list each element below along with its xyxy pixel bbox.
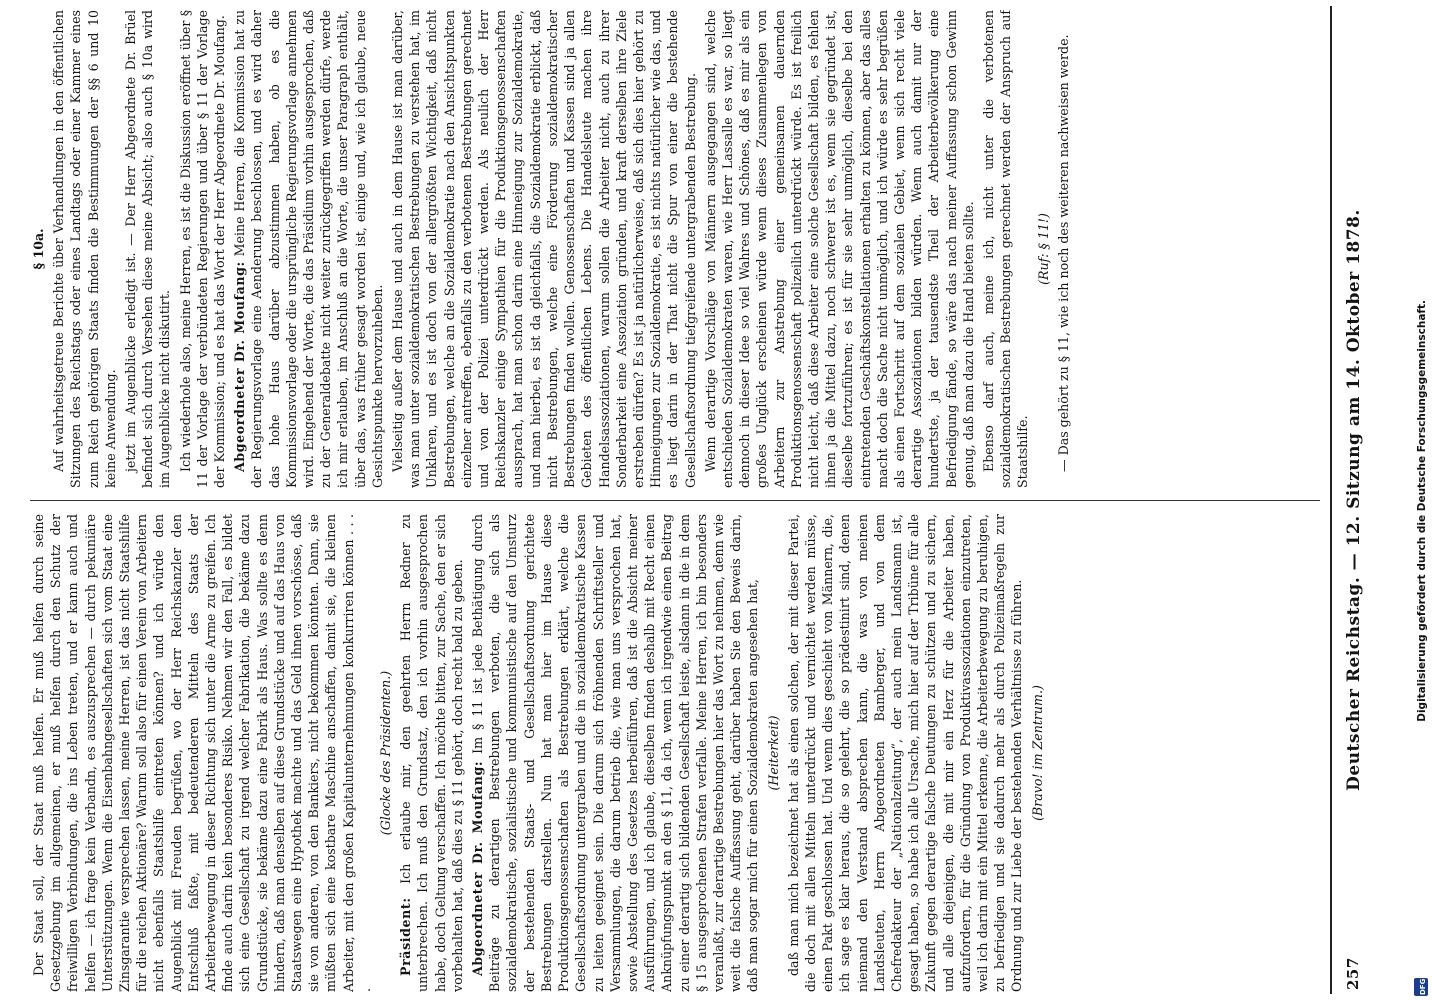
credit-text: Digitalisierung gefördert durch die Deutsche Forschungsgemeinschaft. — [1416, 300, 1428, 722]
speech-text: Im § 11 ist jede Bethätigung durch Beiträge zu derartigen Bestrebungen verboten, die sich als sozialdemokratische, sozialistische und kommunistische auf den Umsturz der bestehenden Staats- und Gesellschaftsordnung gerichtete Bestrebungen darstellen. Nun hat man hier im Hause diese Produktionsgenossenschaften als Bestrebungen erklärt, welche die Gesellschaftsordnung untergraben und die in sozialdemokratische Kassen zu leiten geeignet sein. Die darum sich fröhnenden Schriftsteller und Versammlungen, die darum betrieb die, wie man uns versprochen hat, sowie Abstellung des Gesetzes herbeiführen, daß ist die Absicht meiner Ausführungen, und ich glaube, dieselben finden deshalb mit Recht einen Anknüpfungspunkt an den § 11, da ich, wenn ich irgendwie einen Beitrag zu einer derartig sich bildenden Gesellschaft leiste, alsdann in die in dem § 15 ausgesprochenen Strafen verfalle. Meine Herren, ich bin besonders veranlaßt, zur derartige Bestrebungen hier das Wort zu nehmen, denn wie weit die falsche Auffassung geht, darüber haben Sie den Beweis darin, daß man sogar mich für einen Sozialdemokraten angesehen hat, — [470, 514, 761, 992]
text-column-1 — [30, 10, 1320, 488]
paragraph — [469, 514, 761, 992]
paragraph: Ebenso darf auch, meine ich, nicht unter die verbotenen sozialdemokratischen Bestrebungen gerechnet werden der Anspruch auf Staatshilfe. — [980, 10, 1031, 488]
paragraph: daß man mich bezeichnet hat als einen solchen, der mit dieser Partei, die doch mit allen Mitteln unterdrückt und vernichtet werden müsse, einen Pakt geschlossen hat. Und wenn dies geschieht von Männern, die, ich sage es klar heraus, die so gelehrt, die so prädestinirt sind, denen niemand den Verstand absprechen kann, die was von meinen Landsleuten, Herrn Abgeordneten Bamberger, und von dem Chefredakteur der „Nationalzeitung“, der auch mein Landsmann ist, gesagt haben, so habe ich alle Ursache, mich hier auf der Tribüne für alle Zukunft gegen derartige falsche Deutungen zu schützen und zu sichern, und alle diejenigen, die mit mir ein Herz für die Arbeiter haben, aufzufordern, für die Gründung von Produktivassoziationen einzutreten, weil ich darin mit ein Mittel erkenne, die Arbeiterbewegung zu beruhigen, zu befriedigen und sie dadurch mehr als durch Polizeimaßregeln zur Ordnung und zur Liebe der bestehenden Verhältnisse zu führen. — [785, 514, 1025, 992]
section-heading: § 10a. — [31, 228, 46, 270]
digitization-credit — [1412, 300, 1432, 980]
text-column-2 — [30, 514, 1320, 992]
paragraph — [231, 10, 386, 488]
column-divider — [30, 500, 1320, 501]
page-number: 257 — [1344, 957, 1362, 990]
paragraph: Wenn derartige Vorschläge von Männern ausgegangen sind, welche entschieden Sozialdemokraten waren, wie Herr Lassalle es war, so liegt dennoch in dieser Idee so viel Wahres und Schönes, daß es mir als ein großes Unglück erscheinen würde wenn dieses Zusammenlegen von Arbeitern zur Anstrebung einer gemeinsamen dauernden Produktionsgenossenschaft polizeilich unterdrückt würde. Es ist freilich nicht leicht, daß diese Arbeiter eine solche Gesellschaft bilden, es fehlen ihnen ja die Mittel dazu, noch schwerer ist es, wenn sie gegründet ist, dieselbe fortzuführen; es ist für sie sehr unmöglich, dieselbe bei den eintretenden Geschäftskonstellationen erhalten zu können, aber das alles macht doch die Sache nicht unmöglich, und ich würde es sehr begrüßen als einen Fortschritt auf dem sozialen Gebiet, wenn sich recht viele derartige Assoziationen bilden würden. Wenn auch damit nur der hundertste, ja der tausendste Theil der Arbeiterbevölkerung eine Befriedigung fände, so wäre das nach meiner Auffassung schon Gewinn genug, daß man dazu die Hand bieten sollte. — [702, 10, 976, 488]
paragraph: Vielseitig außer dem Hause und auch in dem Hause ist man darüber, was man unter sozialdemokratischen Bestrebungen zu verstehen hat, im Unklaren, und es ist doch von der allergrößten Wichtigkeit, daß nicht Bestrebungen, welche an die Sozialdemokratie nach den Ansichtspunkten einzelner antreffen, ebenfalls zu den verbotenen Bestrebungen gerechnet und von der Polizei unterdrückt werden. Als neulich der Herr Reichskanzler einige Sympathien für die Produktionsgenossenschaften aussprach, hat man schon darin eine Hinneigung zur Sozialdemokratie, und man hierbei, es ist da gleichfalls, die Sozialdemokratie erblickt, daß nicht Bestrebungen, welche eine Förderung sozialdemokratischer Bestrebungen finden wollen. Genossenschaften und Kassen sind ja allen Gebieten des öffentlichen Lebens. Die Handelsleute machen ihre Handelsassoziationen, warum sollen die Arbeiter nicht, auch zu ihrer Sonderbarkeit eine Assoziation gründen, und kraft derselben ihre Ziele erstreben dürfen? Es ist ja natürlicherweise, daß sich dies hier gehört zu Hinneigungen zur Sozialdemokratie, es ist nichts natürlicher wie das, und es liegt darin in der That nicht die Spur von einer die bestehende Gesellschaftsordnung tiefgreifende untergrabenden Bestrebung. — [390, 10, 698, 488]
page-header — [1336, 10, 1376, 990]
speaker-name: Abgeordneter Dr. Moufang: — [232, 261, 248, 472]
interjection: (Heiterkeit) — [765, 715, 781, 791]
speech-text: Ich erlaube mir, den geehrten Herrn Redner zu unterbrechen. Ich muß den Grundsatz, den ich vorhin ausgesprochen habe, doch Geltung verschaffen. Ich möchte bitten, zur Sache, den er sich vorbehalten hat, daß dies zu § 11 gehört, doch recht bald zu geben. — [398, 514, 465, 992]
paragraph — [397, 514, 466, 992]
paragraph: Auf wahrheitsgetreue Berichte über Verhandlungen in den öffentlichen Sitzungen des Reichstags oder eines Landtags oder einer Kammer eines zum Reich gehörigen Staats finden die Bestimmungen der §§ 6 und 10 keine Anwendung. — [51, 10, 118, 488]
paragraph: — Das gehört zu § 11, wie ich noch des weiteren nachweisen werde. — [1055, 34, 1071, 472]
interjection: (Glocke des Präsidenten.) — [378, 670, 394, 836]
speaker-name: Präsident: — [398, 897, 414, 976]
header-rule — [1330, 6, 1332, 994]
interjection: (Bravo! im Zentrum.) — [1029, 685, 1045, 821]
running-head: Deutscher Reichstag. — 12. Sitzung am 14. Oktober 1878. — [1344, 209, 1364, 791]
paragraph: Ich wiederhole also, meine Herren, es ist die Diskussion eröffnet über § 11 der Vorlage der verbündeten Regierungen und über § 11 der Vorlage der Kommission; und es hat das Wort der Herr Abgeordnete Dr. Moufang. — [177, 10, 228, 488]
dfg-logo-icon: DFG — [1414, 978, 1428, 996]
speaker-name: Abgeordneter Dr. Moufang: — [470, 760, 486, 976]
paragraph: jetzt im Augenblicke erledigt ist. — Der Herr Abgeordnete Dr. Brüel befindet sich durch Versehen diese meine Absicht; also auch § 10a wird im Augenblicke nicht diskutirt. — [123, 10, 173, 488]
speech-text: Meine Herren, die Kommission hat zu der Regierungsvorlage eine Aenderung beschlossen, und es wird daher das hohe Haus darüber abzustimmen haben, ob es die Kommissionsvorlage oder die ursprüngliche Regierungsvorlage annehmen wird. Eingehend der Worte, die das Präsidium vorhin ausgesprochen, daß zu der Generaldebatte nicht weiter zurückgegriffen werden dürfe, werde ich mir erlauben, im Anschluß an die Worte, die unser Paragraph enthält, über das, was früher gesagt worden ist, einige und, wie ich glaube, neue Gesichtspunkte hervorzuheben. — [232, 10, 385, 488]
interjection: (Ruf: § 11!) — [1035, 213, 1051, 285]
paragraph: Der Staat soll, der Staat muß helfen. Er muß helfen durch seine Gesetzgebung im allgemeinen, er muß helfen durch den Schutz der freiwilligen Verbindungen, die ins Leben treten, und er kann auch und helfen — ich frage kein Verbandn, es auszusprechen — durch pekuniäre Unterstützungen. Wenn die Eisenbahngesellschaften sich vom Staat eine Zinsgarantie versprechen lassen, meine Herren, ist das nicht Staatshilfe für die reichen Aktionäre? Warum soll also für einen Verein von Arbeitern nicht ebenfalls Staatshilfe eintreten können? und ich würde den Augenblick mit Freuden begrüßen, wo der Herr Reichskanzler den Entschluß faßte, mit bedeutenderen Mitteln des Staats der Arbeiterbewegung in dieser Richtung sich unter die Arme zu greifen. Ich finde auch darin kein besonderes Risiko. Nehmen wir den Fall, es bildet sich eine Gesellschaft zu irgend welcher Fabrikation, die bekäme dazu Grundstücke, sie bekäme dazu eine Fabrik als Haus. Was sollte es denn hindern, daß man denselben auf diese Grundstücke und auf das Haus von Staatswegen eine Hypothek machte und das Geld ihnen vorschösse, daß sie von anderen, von den Bankiers, nicht bekommen könnten. Dann, sie müßten sich eine kostbare Maschine anschaffen, damit sie, die kleinen Arbeiter, mit den großen Kapitalunternehmungen konkurriren können . . . . — [31, 514, 373, 992]
